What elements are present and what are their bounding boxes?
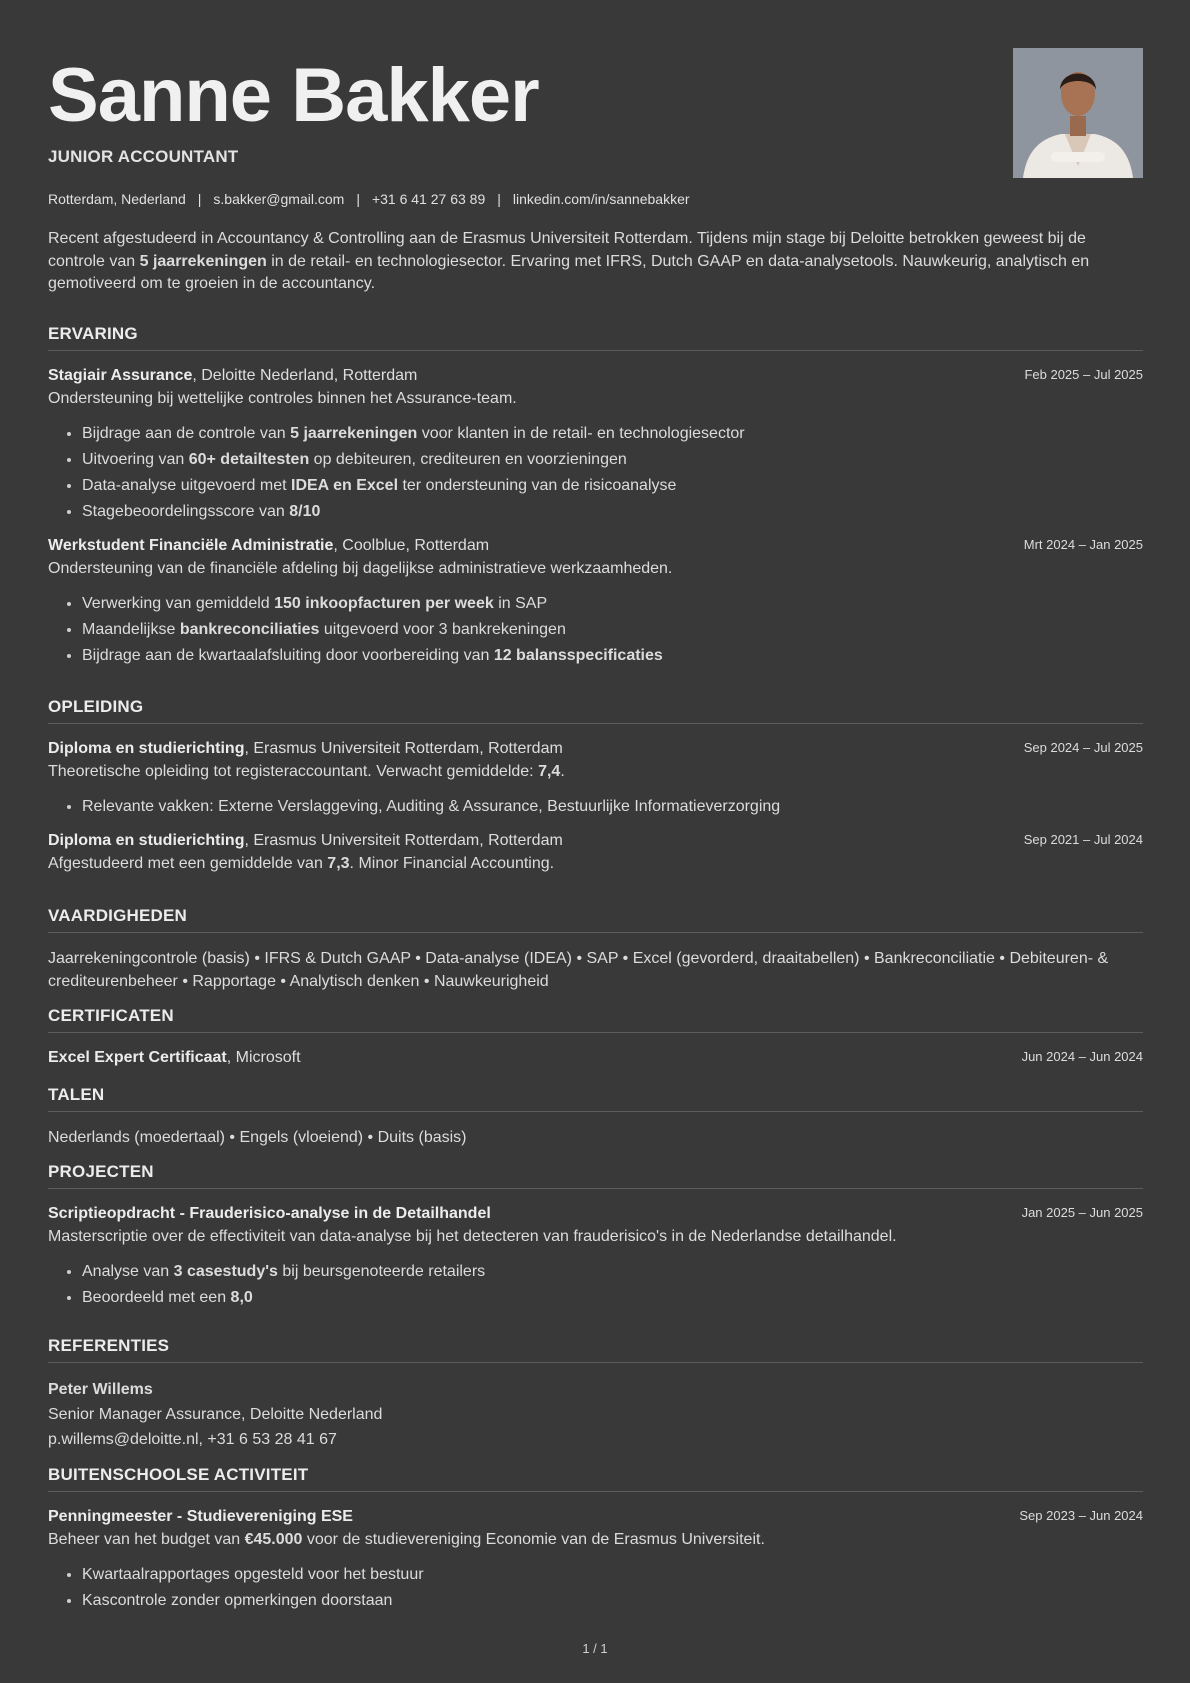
- contact-location: Rotterdam, Nederland: [48, 191, 186, 207]
- entry-heading: [48, 1506, 1143, 1528]
- entry-heading: [48, 365, 1143, 387]
- entry-date: Sep 2024 – Jul 2025: [1023, 740, 1143, 755]
- profile-photo: [1013, 48, 1143, 178]
- entry-role: Werkstudent Financiële Administratie: [48, 537, 334, 554]
- section-title: BUITENSCHOOLSE ACTIVITEIT: [48, 1465, 1143, 1492]
- section-title: OPLEIDING: [48, 697, 1143, 724]
- section-ervaring: [48, 324, 1143, 679]
- project-name: Scriptieopdracht - Frauderisico-analyse in de Detailhandel: [48, 1205, 491, 1222]
- section-title: TALEN: [48, 1085, 1143, 1112]
- summary-text: in de retail- en technologiesector. Ervaring met IFRS, Dutch GAAP en data-analysetools. Nauwkeurig, analytisch en gemotiveerd om te groeien in de accountancy.: [48, 252, 1090, 292]
- entry-org: , Erasmus Universiteit Rotterdam, Rotterdam: [244, 832, 563, 849]
- contact-phone[interactable]: +31 6 41 27 63 89: [371, 191, 486, 207]
- section-vaardigheden: [48, 906, 1143, 993]
- entry-heading: [48, 1203, 1143, 1225]
- entry-heading: [48, 535, 1143, 557]
- entry-heading: [48, 1047, 1143, 1069]
- education-entry: [48, 830, 1143, 876]
- reference-role: Senior Manager Assurance, Deloitte Nederland: [48, 1406, 383, 1423]
- activity-name: Penningmeester - Studievereniging ESE: [48, 1508, 353, 1525]
- list-item: • Verwerking van gemiddeld 150 inkoopfacturen per week in SAP: [82, 591, 1143, 617]
- skills-list: Jaarrekeningcontrole (basis) • IFRS & Dutch GAAP • Data-analyse (IDEA) • SAP • Excel (gevorderd, draaitabellen) • Bankreconciliatie • Debiteuren- & crediteurenbeheer • Rapportage • Analytisch denken • Nauwkeurigheid: [48, 950, 1109, 990]
- entry-date: Feb 2025 – Jul 2025: [1024, 367, 1143, 382]
- contact-email[interactable]: s.bakker@gmail.com: [213, 191, 345, 207]
- bullet-list: [48, 421, 1143, 525]
- entry-date: Mrt 2024 – Jan 2025: [1023, 537, 1143, 552]
- summary-highlight: 5 jaarrekeningen: [139, 252, 267, 270]
- entry-description: Ondersteuning van de financiële afdeling bij dagelijkse administratieve werkzaamheden.: [48, 560, 673, 577]
- contact-separator: |: [197, 191, 202, 207]
- section-title: VAARDIGHEDEN: [48, 906, 1143, 933]
- section-opleiding: [48, 697, 1143, 886]
- section-buitenschools: [48, 1465, 1143, 1624]
- entry-role: Stagiair Assurance: [48, 367, 193, 384]
- list-item: • Stagebeoordelingsscore van 8/10: [82, 499, 1143, 525]
- section-title: PROJECTEN: [48, 1162, 1143, 1189]
- contact-line: [48, 191, 690, 207]
- entry-date: Sep 2023 – Jun 2024: [1019, 1508, 1143, 1523]
- section-talen: [48, 1085, 1143, 1149]
- list-item: • Analyse van 3 casestudy's bij beursgenoteerde retailers: [82, 1259, 1143, 1285]
- entry-description: Masterscriptie over de effectiviteit van data-analyse bij het detecteren van frauderisico's in de Nederlandse detailhandel.: [48, 1228, 897, 1245]
- list-item: • Maandelijkse bankreconciliaties uitgevoerd voor 3 bankrekeningen: [82, 617, 1143, 643]
- profile-summary: [48, 228, 1143, 296]
- entry-org: , Deloitte Nederland, Rotterdam: [192, 367, 418, 384]
- list-item: • Data-analyse uitgevoerd met IDEA en Excel ter ondersteuning van de risicoanalyse: [82, 473, 1143, 499]
- certificate-org: , Microsoft: [226, 1049, 301, 1066]
- experience-entry: [48, 535, 1143, 669]
- entry-date: Jan 2025 – Jun 2025: [1021, 1205, 1143, 1220]
- list-item: • Relevante vakken: Externe Verslaggeving, Auditing & Assurance, Bestuurlijke Informatieverzorging: [82, 794, 1143, 820]
- certificate-entry: [48, 1047, 1143, 1069]
- entry-heading: [48, 738, 1143, 760]
- section-title: ERVARING: [48, 324, 1143, 351]
- job-title: JUNIOR ACCOUNTANT: [48, 147, 239, 166]
- entry-date: Sep 2021 – Jul 2024: [1023, 832, 1143, 847]
- section-projecten: [48, 1162, 1143, 1321]
- contact-linkedin[interactable]: linkedin.com/in/sannebakker: [512, 191, 690, 207]
- section-title: CERTIFICATEN: [48, 1006, 1143, 1033]
- bullet-list: [48, 794, 1143, 820]
- list-item: • Kascontrole zonder opmerkingen doorstaan: [82, 1588, 1143, 1614]
- contact-separator: |: [497, 191, 501, 207]
- list-item: • Bijdrage aan de kwartaalafsluiting door voorbereiding van 12 balansspecificaties: [82, 643, 1143, 669]
- reference-name: Peter Willems: [48, 1381, 153, 1398]
- entry-heading: [48, 830, 1143, 852]
- candidate-name: Sanne Bakker: [48, 53, 539, 138]
- entry-org: , Erasmus Universiteit Rotterdam, Rotterdam: [244, 740, 563, 757]
- list-item: • Beoordeeld met een 8,0: [82, 1285, 1143, 1311]
- list-item: • Kwartaalrapportages opgesteld voor het bestuur: [82, 1562, 1143, 1588]
- page-number: 1 / 1: [582, 1641, 608, 1656]
- bullet-list: [48, 1562, 1143, 1614]
- entry-role: Diploma en studierichting: [48, 832, 245, 849]
- reference-contact: p.willems@deloitte.nl, +31 6 53 28 41 67: [48, 1431, 337, 1448]
- languages-list: Nederlands (moedertaal) • Engels (vloeiend) • Duits (basis): [48, 1129, 467, 1146]
- certificate-name: Excel Expert Certificaat: [48, 1049, 227, 1066]
- bullet-list: [48, 591, 1143, 669]
- experience-entry: [48, 365, 1143, 525]
- list-item: • Uitvoering van 60+ detailtesten op debiteuren, crediteuren en voorzieningen: [82, 447, 1143, 473]
- entry-role: Diploma en studierichting: [48, 740, 245, 757]
- activity-entry: [48, 1506, 1143, 1614]
- entry-description: Ondersteuning bij wettelijke controles binnen het Assurance-team.: [48, 390, 517, 407]
- entry-description: Theoretische opleiding tot registeraccountant. Verwacht gemiddelde: 7,4.: [48, 763, 565, 780]
- section-certificaten: [48, 1006, 1143, 1079]
- list-item: • Bijdrage aan de controle van 5 jaarrekeningen voor klanten in de retail- en technologiesector: [82, 421, 1143, 447]
- bullet-list: [48, 1259, 1143, 1311]
- entry-description: Afgestudeerd met een gemiddelde van 7,3. Minor Financial Accounting.: [48, 855, 555, 872]
- summary-text: Recent afgestudeerd in Accountancy & Controlling aan de Erasmus Universiteit Rotterdam. Tijdens mijn stage bij Deloitte betrokken geweest bij de controle van: [48, 230, 1086, 270]
- contact-separator: |: [356, 191, 360, 207]
- entry-description: Beheer van het budget van €45.000 voor de studievereniging Economie van de Erasmus Universiteit.: [48, 1531, 765, 1548]
- section-referenties: [48, 1336, 1143, 1452]
- section-title: REFERENTIES: [48, 1336, 1143, 1363]
- project-entry: [48, 1203, 1143, 1311]
- entry-date: Jun 2024 – Jun 2024: [1021, 1049, 1143, 1064]
- education-entry: [48, 738, 1143, 820]
- entry-org: , Coolblue, Rotterdam: [333, 537, 490, 554]
